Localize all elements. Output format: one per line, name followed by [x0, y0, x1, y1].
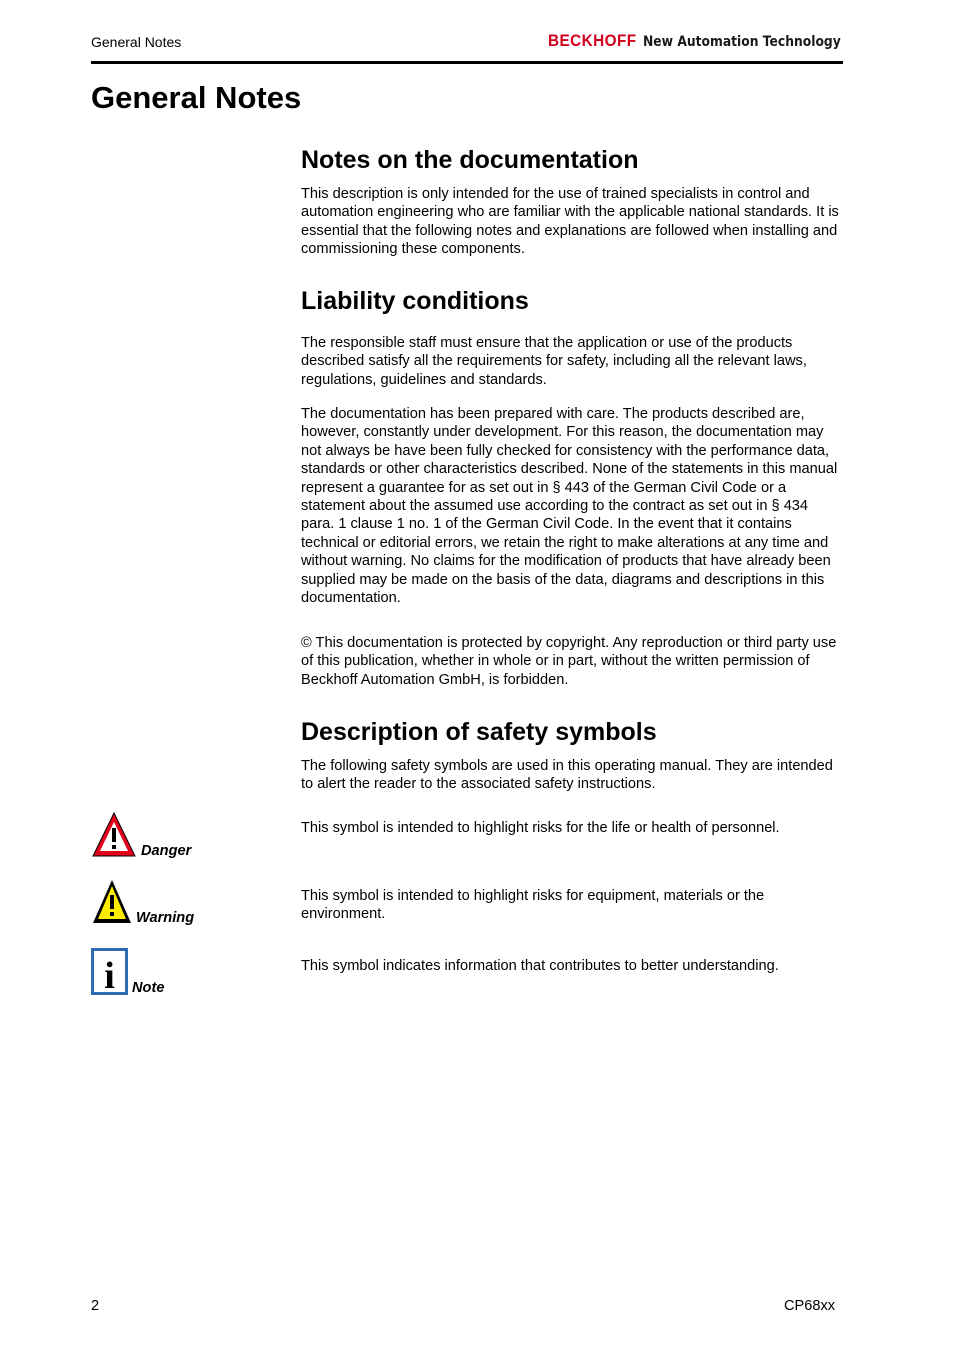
warning-description: This symbol is intended to highlight risks for equipment, materials or the environment. [301, 888, 765, 923]
logo-brand: BECKHOFF [548, 31, 637, 50]
note-description: This symbol indicates information that contributes to better understanding. [301, 958, 779, 974]
liability-paragraph-2: The documentation has been prepared with care. The products described are, however, constantly under development. For this reason, the documentation may not always be have been fully checked for consistency with the performance data, standards or other characteristics described. None of the statements in this manual represent a guarantee for as set out in § 443 of the German Civil Code or a statement about the assumed use according to the contract as set out in § 434 para. 1 clause 1 no. 1 of the German Civil Code. In the event that it contains technical or editorial errors, we retain the right to make alterations at any time and without warning. No claims for the modification of products that have already been supplied may be made on the basis of the data, diagrams and descriptions in this documentation. [301, 406, 838, 607]
section-heading-documentation: Notes on the documentation [301, 146, 639, 174]
danger-description: This symbol is intended to highlight risks for the life or health of personnel. [301, 820, 780, 836]
svg-text:i: i [104, 955, 115, 996]
header-section-title: General Notes [91, 34, 182, 50]
danger-symbol [91, 811, 137, 864]
document-id: CP68xx [784, 1298, 836, 1314]
section-heading-liability: Liability conditions [301, 287, 529, 315]
note-symbol [91, 948, 129, 1001]
safety-intro-paragraph: The following safety symbols are used in this operating manual. They are intended to alert the reader to the associated safety instructions. [301, 758, 833, 793]
page-number: 2 [91, 1298, 100, 1314]
beckhoff-logo [548, 31, 841, 51]
danger-icon [91, 811, 137, 859]
warning-symbol [91, 878, 133, 931]
note-icon [91, 948, 129, 996]
danger-label: Danger [141, 843, 192, 859]
warning-label: Warning [136, 910, 195, 926]
note-label: Note [132, 980, 165, 996]
copyright-paragraph: © This documentation is protected by copyright. Any reproduction or third party use of this publication, whether in whole or in part, without the written permission of Beckhoff Automation GmbH, is forbidden. [301, 635, 837, 688]
warning-icon [91, 878, 133, 926]
documentation-paragraph: This description is only intended for the use of trained specialists in control and automation engineering who are familiar with the applicable national standards. It is essential that the following notes and explanations are followed when installing and commissioning these components. [301, 186, 839, 258]
header-rule [91, 61, 843, 64]
logo-tagline: New Automation Technology [643, 34, 841, 50]
section-heading-safety: Description of safety symbols [301, 718, 657, 746]
liability-paragraph-1: The responsible staff must ensure that the application or use of the products described satisfy all the requirements for safety, including all the relevant laws, regulations, guidelines and standards. [301, 335, 807, 388]
page-title: General Notes [91, 80, 302, 115]
